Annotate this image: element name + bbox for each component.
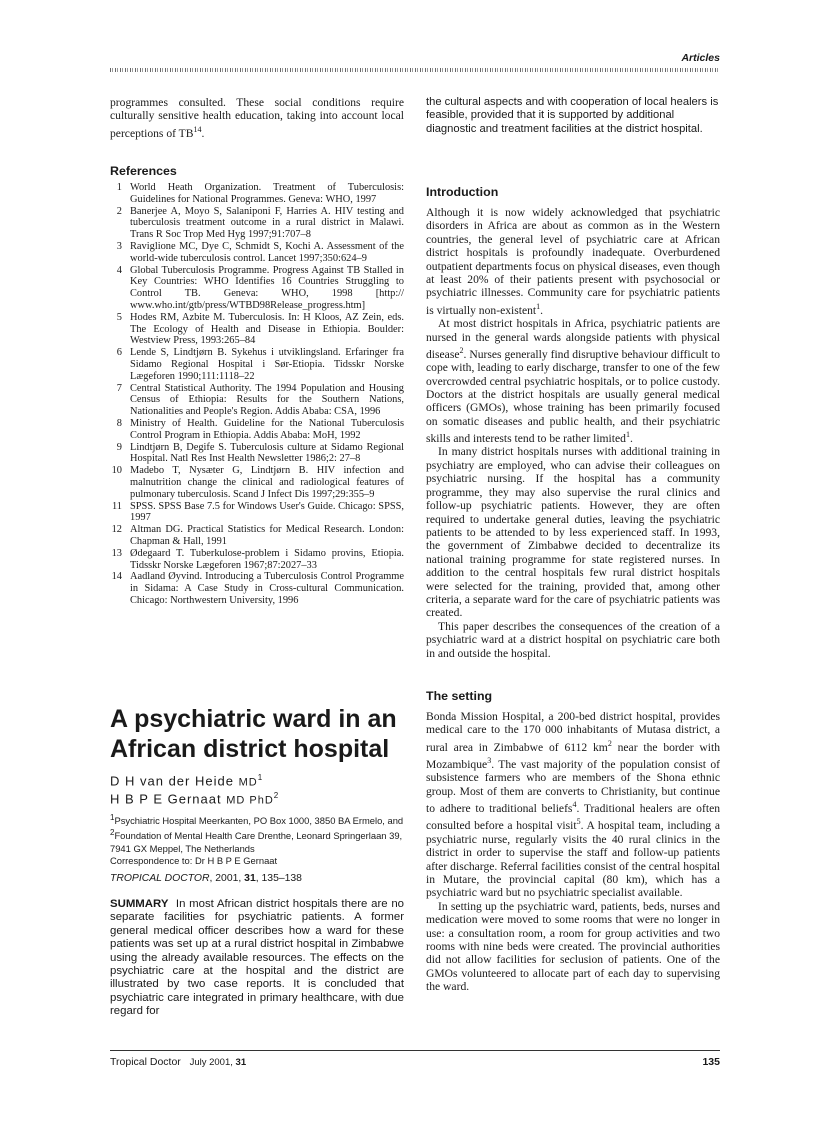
ref-sup: 5 [576,817,581,827]
summary-continuation: the cultural aspects and with cooperation of local healers is feasible, provided that it is supported by additional diagnostic and treatment facilities at the district hospital. [426,96,719,135]
author-name: D H van der Heide [110,773,234,789]
affil-text: Foundation of Mental Health Care Drenthe, Leonard Springerlaan 39, 7941 GX Meppel, The Netherlands [110,830,403,854]
author-degree: MD [238,776,258,789]
references-list [110,182,404,607]
reference-text: Ministry of Health. Guideline for the National Tuberculosis Control Program in Ethiopia. Addis Ababa: MoH, 1992 [130,417,404,441]
reference-text: Altman DG. Practical Statistics for Medical Research. London: Chapman & Hall, 1991 [130,524,404,547]
reference-number: 8 [116,417,122,429]
reference-item [110,182,404,206]
reference-number: 2 [116,205,122,217]
introduction-heading: Introduction [426,185,499,199]
correspondence: Correspondence to: Dr H B P E Gernaat [110,854,278,866]
reference-text: Madebo T, Nysæter G, Lindtjørn B. HIV infection and malnutrition change the clinical and radiological features of pulmonary tuberculosis. Scand J Infect Dis 1997;29:355–9 [130,465,404,500]
para-text: near the border with Mozambique [426,740,720,771]
continuation-text: programmes consulted. These social conditions require culturally sensitive health education, taking into account local perceptions of TB [110,96,404,140]
reference-number: 10 [111,465,122,477]
reference-text: SPSS. SPSS Base 7.5 for Windows User's Guide. Chicago: SPSS, 1997 [130,500,404,524]
citation-part: , 135–138 [255,873,302,885]
ref-sup: 3 [487,756,492,766]
affiliations [110,812,404,885]
reference-text: Lindtjørn B, Degife S. Tuberculosis culture at Sidamo Regional Hospital. Natl Res Inst Health Newsletter 1986;2: 27–8 [130,441,404,465]
header-rule [110,68,720,72]
reference-item [110,571,404,606]
affil-text: Psychiatric Hospital Meerkanten, PO Box 1000, 3850 BA Ermelo, and [114,815,404,827]
affil-sup: 2 [110,828,115,838]
author-2 [110,788,404,808]
ref-sup: 1 [536,301,541,311]
footer-journal-name: Tropical Doctor [110,1056,181,1068]
para-text: . A hospital team, including a psychiatric nurse, regularly visits the 40 rural clinics in the district in order to supervise the staff and follow-up patients after discharge. Referral facilities consist of the central hospital in Mutare, the provincial capital (80 km), which has a psychiatric ward but no psychiatric specialist available. [426,819,720,900]
reference-text: Aadland Øyvind. Introducing a Tuberculosis Control Programme in Sidama: A Case Study in Cross-cultural Communication. Chicago: Northwestern University, 1996 [130,571,404,606]
affil-sup: 1 [110,813,115,822]
reference-number: 14 [111,571,122,583]
para-text: . Nurses generally find disruptive behaviour difficult to cope with, leading to early discharge, transfer to one of the few overcrowded central psychiatric hospitals, or to police custody. Doctors at the district hospitals are usually general medical officers (GMOs), whose training has been primarily focused on somatic diseases and public health, and their psychiatric skills and interests tend to be rather limited [426,347,720,446]
references-heading: References [110,164,177,178]
footer-issue: July 2001, [189,1057,236,1068]
ref-sup: 2 [459,345,464,355]
reference-number: 5 [116,311,122,323]
reference-number: 3 [116,240,122,252]
intro-paragraph-3: In many district hospitals nurses with additional training in psychiatry are employed, who can advise their colleagues on psychiatric nursing. If the hospital has a community programme, they may also supervise the rural clinics and follow-up psychiatric patients. However, they are often required to undertake general duties, leaving the psychiatric patients to be attended to by less experienced staff. In 1993, the government of Zimbabwe decided to decentralize its national training programme for state registered nurses. In addition to the central hospitals few rural district hospitals were selected for the training, provided that, among other criteria, a separate ward for the care of psychiatric patients was created. [426,445,720,620]
ref-sup: 1 [625,430,630,440]
reference-number: 11 [111,500,122,512]
reference-item [110,418,404,442]
affiliation-1 [110,812,404,827]
page-number: 135 [702,1056,720,1068]
citation-journal: TROPICAL DOCTOR [110,873,210,885]
reference-item [110,312,404,347]
footer-volume: 31 [235,1057,247,1068]
intro-paragraph-2: At most district hospitals in Africa, psychiatric patients are nursed in the general wards alongside patients with physical disease$^2$. Nurses generally find disruptive behaviour difficult to cope with, leading to early discharge, transfer to one of the few overcrowded central psychiatric hospitals, or to police custody. Doctors at the district hospitals are usually general medical officers (GMOs), whose training has been primarily focused on somatic diseases and public health, and their psychiatric skills and interests tend to be rather limited$^1$. [426,317,720,446]
unit-sup: 2 [607,738,612,748]
author-sup: 2 [273,791,280,800]
reference-text: Raviglione MC, Dye C, Schmidt S, Kochi A. Assessment of the world-wide tuberculosis control. Lancet 1997;350:624–9 [130,240,404,264]
reference-text: Ødegaard T. Tuberkulose-problem i Sidamo provins, Etiopia. Tidsskr Norske Lægeforen 1967;87:2027–33 [130,547,404,571]
setting-heading: The setting [426,689,493,703]
reference-text: Hodes RM, Azbite M. Tuberculosis. In: H Kloos, AZ Zein, eds. The Ecology of Health and Disease in Ethiopia. Boulder: Westview Press, 1993:265–84 [130,311,404,347]
citation [110,873,404,885]
reference-number: 12 [111,524,122,536]
reference-item [110,241,404,265]
setting-body [426,710,720,994]
reference-text: World Heath Organization. Treatment of Tuberculosis: Guidelines for National Programmes. Geneva: WHO, 1997 [130,182,404,205]
left-continuation: programmes consulted. These social conditions require culturally sensitive health education, taking into account local perceptions of TB$^{14}$. [110,96,404,140]
introduction-body [426,206,720,660]
reference-item [110,206,404,241]
para-text: . The vast majority of the population consist of subsistence farmers who are members of the Shona ethnic group. Most of them are converts to Christianity, but continue to adhere to traditional beliefs [426,757,720,816]
para-text: Bonda Mission Hospital, a 200-bed district hospital, provides medical care to the 170 000 inhabitants of Mutasa district, a rural area in Zimbabwe of 6112 km [426,710,720,754]
footer-rule [110,1050,720,1051]
intro-paragraph-4: This paper describes the consequences of the creation of a psychiatric ward at a district hospital on psychiatric care both in and outside the hospital. [426,619,720,660]
reference-item [110,265,404,312]
reference-number: 6 [116,347,122,359]
reference-item [110,501,404,525]
reference-text: Lende S, Lindtjørn B. Sykehus i utviklingsland. Erfaringer fra Sidamo Regional Hospital i Sør-Etiopia. Tidsskr Norske Lægeforen 1990;111:1118–22 [130,347,404,382]
ref-sup: 14 [193,124,202,134]
reference-text: Central Statistical Authority. The 1994 Population and Housing Census of Ethiopia: Results for the Southern Nations, Nationalities and People's Region. Addis Ababa: CSA, 1996 [130,382,404,418]
reference-item [110,524,404,548]
reference-item [110,465,404,500]
reference-number: 7 [116,382,122,394]
setting-paragraph-1 [426,710,720,900]
reference-item [110,347,404,382]
ref-sup: 4 [572,800,577,810]
citation-part: , 2001, [209,873,245,885]
author-degree: MD PhD [226,794,274,807]
intro-paragraph-1: Although it is now widely acknowledged that psychiatric disorders in Africa are about as common as in the Western countries, the general level of psychiatric care at African district hospitals is profoundly inadequate. Overburdened outpatient departments focus on physical diseases, even though at least 20% of their patients present with psychosocial or psychiatric illnesses. Community care for psychiatric patients is virtually non-existent$^1$. [426,206,720,317]
para-text: . Traditional healers are often consulted before a hospital visit [426,802,721,833]
reference-item [110,383,404,418]
reference-text: Banerjee A, Moyo S, Salaniponi F, Harries A. HIV testing and tuberculosis treatment outcome in a rural district in Malawi. Trans R Soc Trop Med Hyg 1997;91:707–8 [130,205,404,241]
citation-volume: 31 [244,873,256,885]
reference-item [110,548,404,572]
summary-label: SUMMARY [110,898,169,910]
reference-item [110,442,404,466]
article-title: A psychiatric ward in an African district hospital [110,705,397,763]
reference-number: 1 [116,182,122,193]
affiliation-2 [110,827,404,855]
para-text: Although it is now widely acknowledged that psychiatric disorders in Africa are about as common as in the Western countries, the general level of psychiatric care at African district hospitals is profoundly inadequate. Overburdened outpatient departments focus on physical diseases, even though at least 20% of their patients present with psychosocial or psychiatric illnesses. Community care for psychiatric patients is virtually non-existent [426,206,720,317]
reference-number: 13 [111,547,122,559]
setting-paragraph-2: In setting up the psychiatric ward, patients, beds, nurses and medication were moved to some rooms that were no longer in use: a consultation room, a room for group activities and two rooms with nine beds were created. The provincial authorities did not allow facilities for seclusion of patients. One of the GMOs volunteered to allocate part of each day to supervising the ward. [426,899,720,994]
reference-number: 4 [116,264,122,276]
summary-text: In most African district hospitals there are no separate facilities for psychiatric patients. A former general medical officer describes how a ward for these patients was set up at a rural district hospital in Zimbabwe using the already available resources. The effects on the psychiatric care at the hospital and the district are illustrated by two case reports. It is concluded that psychiatric care integrated in primary healthcare, with due regard for [110,898,404,1018]
author-name: H B P E Gernaat [110,791,222,807]
reference-text: Global Tuberculosis Programme. Progress Against TB Stalled in Key Countries: WHO Identifies 16 Countries Struggling to Control TB. Geneva: WHO, 1998 [http:// www.who.int/gtb/press/WTBD98Release_progress.htm] [130,264,404,311]
para-text: At most district hospitals in Africa, psychiatric patients are nursed in the general wards alongside patients with physical disease [426,317,720,361]
reference-number: 9 [116,441,122,453]
summary [110,898,404,1019]
author-sup: 1 [257,773,264,782]
section-label: Articles [681,52,720,64]
footer-journal [110,1056,246,1068]
